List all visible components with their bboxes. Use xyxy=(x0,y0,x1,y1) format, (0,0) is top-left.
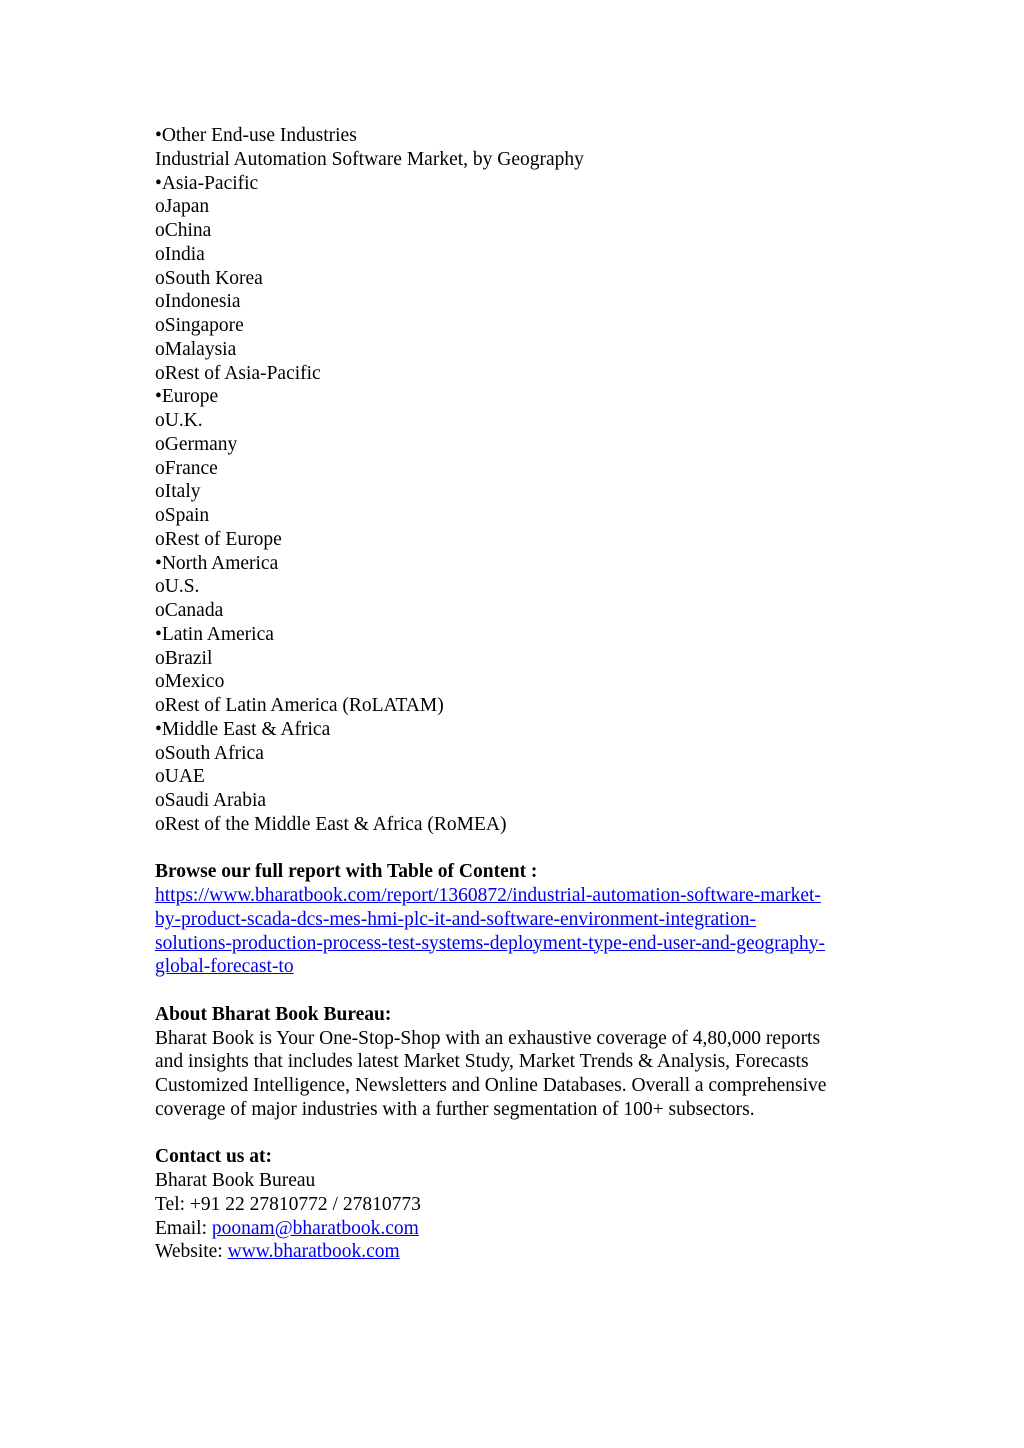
list-item: oU.K. xyxy=(155,410,203,431)
list-item: oCanada xyxy=(155,600,224,621)
contact-email-row xyxy=(155,1217,875,1241)
list-item: •Europe xyxy=(155,386,219,408)
list-item: oMalaysia xyxy=(155,338,237,360)
document-page xyxy=(155,124,875,1264)
list-item: •Middle East & Africa xyxy=(155,718,331,740)
list-item: •North America xyxy=(155,552,279,574)
list-item: oSaudi Arabia xyxy=(155,790,267,811)
list-item: oItaly xyxy=(155,481,201,503)
list-item: oSouth Africa xyxy=(155,742,264,764)
browse-heading: Browse our full report with Table of Content : xyxy=(155,861,538,883)
report-link-line: by-product-scada-dcs-mes-hmi-plc-it-and-software-environment-integration- xyxy=(155,908,757,930)
report-link[interactable] xyxy=(155,884,875,979)
spacer xyxy=(155,1122,875,1146)
about-text-line: Customized Intelligence, Newsletters and Online Databases. Overall a comprehensive xyxy=(155,1075,827,1096)
contact-heading: Contact us at: xyxy=(155,1146,272,1168)
browse-section xyxy=(155,860,875,979)
email-label: Email: xyxy=(155,1217,212,1239)
list-item: oIndonesia xyxy=(155,291,241,313)
website-label: Website: xyxy=(155,1241,228,1263)
about-text-line: coverage of major industries with a further segmentation of 100+ subsectors. xyxy=(155,1098,755,1120)
list-item: oBrazil xyxy=(155,647,213,669)
list-item: oRest of the Middle East & Africa (RoMEA) xyxy=(155,813,507,835)
contact-website-row xyxy=(155,1240,875,1264)
report-link-line: solutions-production-process-test-systems-deployment-type-end-user-and-geography- xyxy=(155,932,826,954)
spacer xyxy=(155,837,875,861)
list-item: oChina xyxy=(155,220,212,241)
list-item: oRest of Latin America (RoLATAM) xyxy=(155,695,444,716)
list-item: oGermany xyxy=(155,433,238,455)
about-text-line: and insights that includes latest Market Study, Market Trends & Analysis, Forecasts xyxy=(155,1051,809,1073)
geography-list xyxy=(155,124,875,837)
about-heading: About Bharat Book Bureau: xyxy=(155,1003,392,1025)
list-item: oMexico xyxy=(155,671,225,693)
section-subheading: Industrial Automation Software Market, by Geography xyxy=(155,148,584,170)
list-item: •Other End-use Industries xyxy=(155,125,357,146)
list-item: oIndia xyxy=(155,243,205,265)
report-link-line: global-forecast-to xyxy=(155,956,294,978)
list-item: oRest of Europe xyxy=(155,528,282,550)
contact-company: Bharat Book Bureau xyxy=(155,1170,316,1191)
list-item: •Asia-Pacific xyxy=(155,172,259,194)
list-item: oRest of Asia-Pacific xyxy=(155,362,321,384)
list-item: oFrance xyxy=(155,457,218,479)
email-link[interactable]: poonam@bharatbook.com xyxy=(211,1217,419,1239)
contact-tel: Tel: +91 22 27810772 / 27810773 xyxy=(155,1193,421,1215)
website-link[interactable]: www.bharatbook.com xyxy=(227,1241,400,1263)
list-item: oJapan xyxy=(155,196,210,218)
about-section xyxy=(155,1003,875,1122)
spacer xyxy=(155,979,875,1003)
list-item: oSouth Korea xyxy=(155,267,263,289)
report-link-line: https://www.bharatbook.com/report/1360872/industrial-automation-software-market- xyxy=(155,885,821,906)
list-item: oUAE xyxy=(155,766,205,788)
list-item: •Latin America xyxy=(155,623,274,645)
about-text-line: Bharat Book is Your One-Stop-Shop with an exhaustive coverage of 4,80,000 reports xyxy=(155,1027,821,1049)
list-item: oU.S. xyxy=(155,576,200,598)
list-item: oSpain xyxy=(155,505,210,526)
list-item: oSingapore xyxy=(155,315,244,336)
contact-section xyxy=(155,1145,875,1264)
